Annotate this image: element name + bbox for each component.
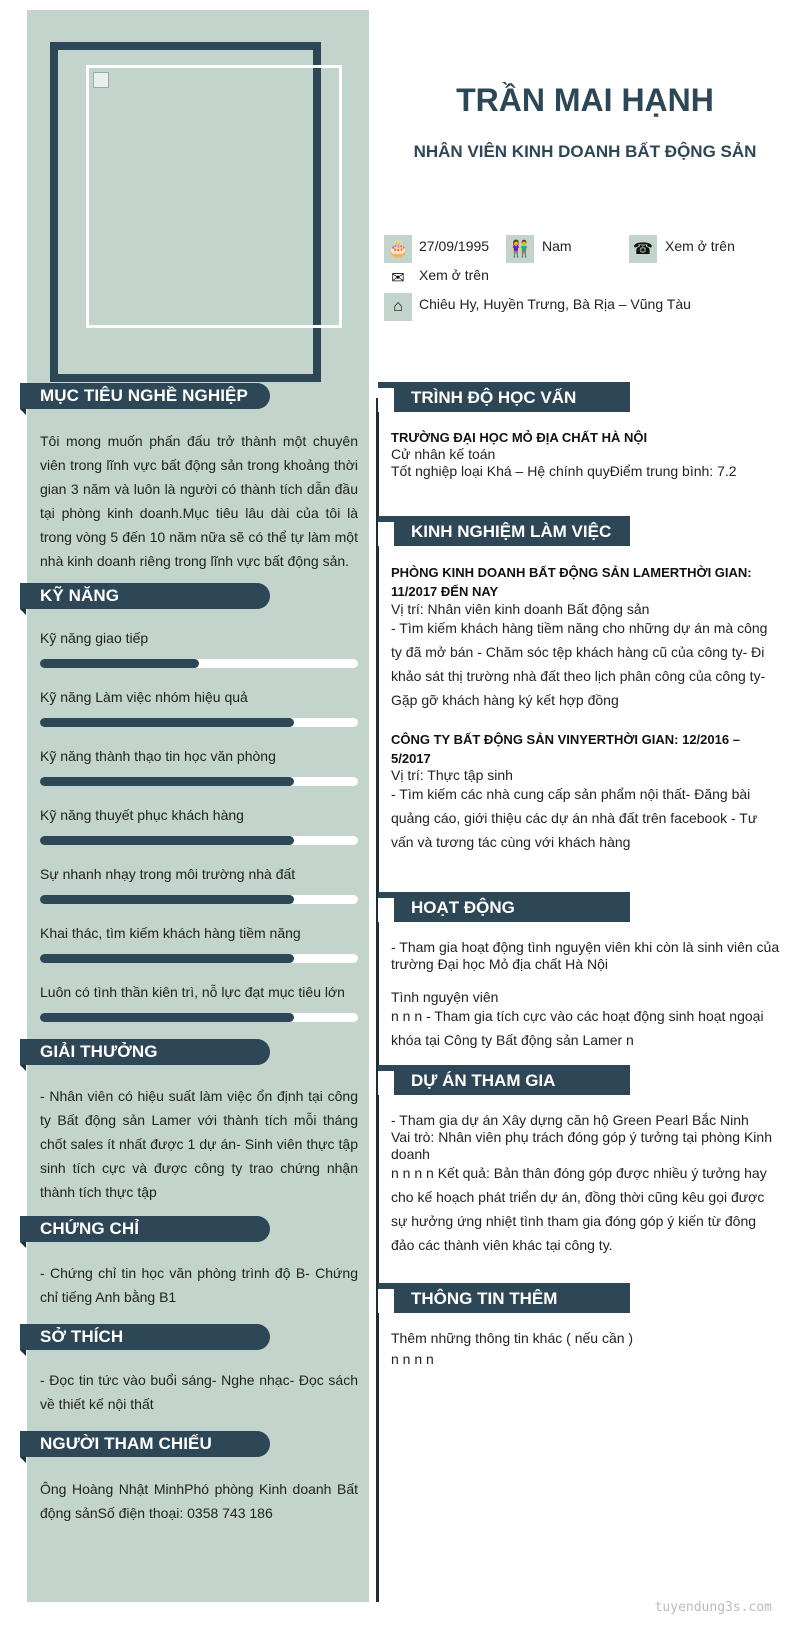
job-1-position: Vị trí: Nhân viên kinh doanh Bất động sản xyxy=(391,601,650,617)
skill-label: Kỹ năng thành thạo tin học văn phòng xyxy=(40,748,276,764)
candidate-title: NHÂN VIÊN KINH DOANH BẤT ĐỘNG SẢN xyxy=(413,142,757,161)
profile-photo xyxy=(86,65,342,328)
awards-heading: GIẢI THƯỞNG xyxy=(20,1039,270,1065)
gender-value: Nam xyxy=(542,238,572,254)
project-description: n n n n Kết quả: Bản thân đóng góp được nhiều ý tưởng hay cho kế hoạch phát triển dự án, đồng thời cũng kêu gọi được sự hưởng ứng nhiệt tình tham gia đóng góp ý kiến từ đông đảo các thành viên khác tại công ty. xyxy=(391,1165,767,1253)
phone-value: Xem ở trên xyxy=(665,238,735,254)
job-2-company: CÔNG TY BẤT ĐỘNG SẢN VINYERTHỜI GIAN: 12/2016 – 5/2017 xyxy=(391,732,740,766)
address-value: Chiêu Hy, Huyền Trưng, Bà Rịa – Vũng Tàu xyxy=(419,296,691,312)
skill-label: Kỹ năng thuyết phục khách hàng xyxy=(40,807,244,823)
activity-role: Tình nguyện viên xyxy=(391,989,499,1005)
objective-text: Tôi mong muốn phấn đấu trở thành một chuyên viên trong lĩnh vực bất động sản trong khoảng thời gian 3 năm và luôn là người có thành tích dẫn đầu tại phòng kinh doanh.Mục tiêu lâu dài của tôi là trong vòng 5 đến 10 năm nữa sẽ có thể tự làm một nhà kinh doanh riêng trong lĩnh vực bất động sản. xyxy=(40,433,358,569)
skill-progress-track xyxy=(40,836,358,845)
skill-progress-fill xyxy=(40,954,294,963)
broken-image-icon xyxy=(93,72,109,88)
skill-progress-track xyxy=(40,1013,358,1022)
email-value: Xem ở trên xyxy=(419,267,489,283)
activities-heading xyxy=(378,892,630,922)
heading-notch xyxy=(378,388,394,412)
awards-text: - Nhân viên có hiệu suất làm việc ổn định tại công ty Bất động sản Lamer với thành tích mỗi tháng chốt sales ít nhất được 1 dự án- Sinh viên thực tập sinh tích cực và được công ty trao chứng nhận thành tích thực tập xyxy=(40,1088,358,1200)
more-info-heading xyxy=(378,1283,630,1313)
skill-progress-fill xyxy=(40,1013,294,1022)
birthday-value: 27/09/1995 xyxy=(419,238,490,254)
certificates-heading: CHỨNG CHỈ xyxy=(20,1216,270,1242)
education-detail: Tốt nghiệp loại Khá – Hệ chính quyĐiểm trung bình: 7.2 xyxy=(391,463,737,479)
education-school: TRƯỜNG ĐẠI HỌC MỎ ĐỊA CHẤT HÀ NỘI xyxy=(391,430,648,445)
heading-notch xyxy=(378,1289,394,1313)
references-heading: NGƯỜI THAM CHIẾU xyxy=(20,1431,270,1457)
timeline-line xyxy=(376,398,379,1602)
hobbies-text: - Đọc tin tức vào buổi sáng- Nghe nhạc- Đọc sách về thiết kế nội thất xyxy=(40,1372,358,1412)
heading-notch xyxy=(378,1071,394,1095)
activities-heading-label: HOẠT ĐỘNG xyxy=(411,898,515,917)
education-degree: Cử nhân kế toán xyxy=(391,446,496,462)
skill-progress-fill xyxy=(40,895,294,904)
mail-icon: ✉ xyxy=(391,270,405,287)
education-heading xyxy=(378,382,630,412)
more-info-text: Thêm những thông tin khác ( nếu cần ) xyxy=(391,1330,634,1346)
skill-progress-track xyxy=(40,659,358,668)
job-2-position: Vị trí: Thực tập sinh xyxy=(391,767,513,783)
education-heading-label: TRÌNH ĐỘ HỌC VẤN xyxy=(411,388,577,407)
skill-progress-fill xyxy=(40,718,294,727)
heading-notch xyxy=(378,898,394,922)
objective-heading: MỤC TIÊU NGHỀ NGHIỆP xyxy=(20,383,270,409)
skill-label: Luôn có tình thần kiên trì, nỗ lực đạt mục tiêu lớn xyxy=(40,984,345,1000)
activity-title: - Tham gia hoạt động tình nguyện viên khi còn là sinh viên của trường Đại học Mỏ địa chất Hà Nội xyxy=(391,939,780,972)
skill-progress-fill xyxy=(40,836,294,845)
skill-progress-track xyxy=(40,954,358,963)
skill-label: Khai thác, tìm kiếm khách hàng tiềm năng xyxy=(40,925,301,941)
activity-description: n n n - Tham gia tích cực vào các hoạt động sinh hoạt ngoại khóa tại Công ty Bất động sản Lamer n xyxy=(391,1008,764,1048)
more-info-extra: n n n n xyxy=(391,1351,434,1367)
job-1-company: PHÒNG KINH DOANH BẤT ĐỘNG SẢN LAMERTHỜI GIAN: 11/2017 ĐẾN NAY xyxy=(391,565,752,599)
project-title: - Tham gia dự án Xây dựng căn hộ Green Pearl Bắc Ninh xyxy=(391,1112,749,1128)
experience-heading xyxy=(378,516,630,546)
skill-progress-fill xyxy=(40,659,199,668)
phone-icon: ☎ xyxy=(629,235,657,263)
skill-label: Kỹ năng Làm việc nhóm hiệu quả xyxy=(40,689,248,705)
project-role: Vai trò: Nhân viên phụ trách đóng góp ý tưởng tại phòng Kinh doanh xyxy=(391,1129,772,1162)
skill-progress-track xyxy=(40,718,358,727)
projects-heading-label: DỰ ÁN THAM GIA xyxy=(411,1071,556,1090)
certificates-text: - Chứng chỉ tin học văn phòng trình độ B- Chứng chỉ tiếng Anh bằng B1 xyxy=(40,1265,358,1305)
skill-label: Sự nhanh nhạy trong môi trường nhà đất xyxy=(40,866,296,882)
references-text: Ông Hoàng Nhật MinhPhó phòng Kinh doanh Bất động sảnSố điện thoại: 0358 743 186 xyxy=(40,1481,358,1521)
experience-heading-label: KINH NGHIỆM LÀM VIỆC xyxy=(411,522,612,541)
skill-progress-track xyxy=(40,895,358,904)
heading-notch xyxy=(378,522,394,546)
hobbies-heading: SỞ THÍCH xyxy=(20,1324,270,1350)
home-icon: ⌂ xyxy=(384,293,412,321)
watermark: tuyendung3s.com xyxy=(654,1600,772,1615)
skill-progress-track xyxy=(40,777,358,786)
skills-heading: KỸ NĂNG xyxy=(20,583,270,609)
projects-heading xyxy=(378,1065,630,1095)
skill-label: Kỹ năng giao tiếp xyxy=(40,630,149,646)
candidate-name: TRẦN MAI HẠNH xyxy=(456,82,714,118)
people-icon: 👫 xyxy=(506,235,534,263)
skill-progress-fill xyxy=(40,777,294,786)
cake-icon: 🎂 xyxy=(384,235,412,263)
more-info-heading-label: THÔNG TIN THÊM xyxy=(411,1289,558,1308)
job-1-description: - Tìm kiếm khách hàng tiềm năng cho những dự án mà công ty đã mở bán - Chăm sóc tệp khách hàng cũ của công ty- Đi khảo sát thị trường nhà đất theo lịch phân công của công ty- Gặp gỡ khách hàng ký kết hợp đồng xyxy=(391,620,768,708)
job-2-description: - Tìm kiếm các nhà cung cấp sản phẩm nội thất- Đăng bài quảng cáo, giới thiệu các dự án nhà đất trên facebook - Tư vấn và tương tác cùng với khách hàng xyxy=(391,786,758,850)
